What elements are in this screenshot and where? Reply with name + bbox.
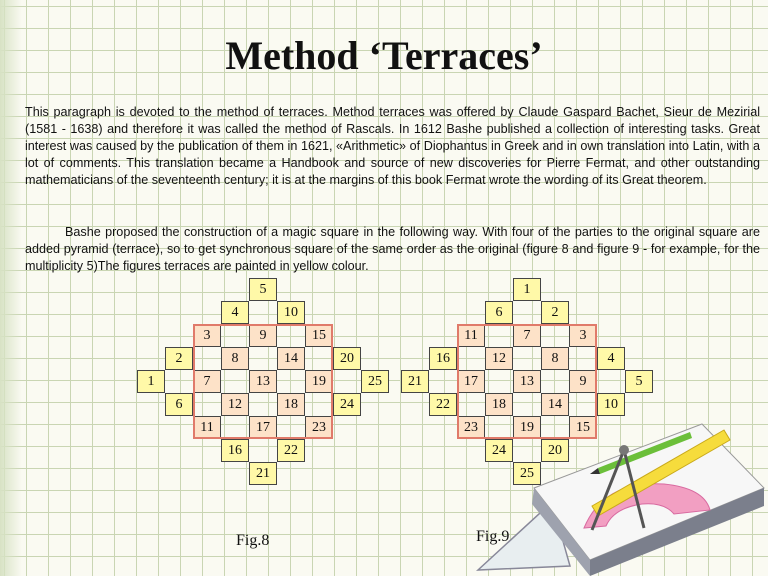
- terrace-cell: 16: [221, 439, 249, 462]
- core-cell: 14: [541, 393, 569, 416]
- terrace-cell: 22: [277, 439, 305, 462]
- terrace-cell: 1: [137, 370, 165, 393]
- core-cell: 9: [569, 370, 597, 393]
- terrace-cell: 21: [401, 370, 429, 393]
- terrace-cell: 5: [625, 370, 653, 393]
- core-cell: 18: [277, 393, 305, 416]
- core-cell: 11: [193, 416, 221, 439]
- core-cell: 15: [305, 324, 333, 347]
- core-cell: 23: [457, 416, 485, 439]
- terrace-cell: 4: [597, 347, 625, 370]
- terrace-cell: 5: [249, 278, 277, 301]
- terrace-cell: 21: [249, 462, 277, 485]
- terrace-cell: 25: [361, 370, 389, 393]
- core-cell: 11: [457, 324, 485, 347]
- core-cell: 13: [513, 370, 541, 393]
- core-cell: 19: [513, 416, 541, 439]
- core-cell: 15: [569, 416, 597, 439]
- terrace-cell: 24: [333, 393, 361, 416]
- slide-title: Method ‘Terraces’: [225, 33, 543, 78]
- terrace-cell: 4: [221, 301, 249, 324]
- core-cell: 12: [485, 347, 513, 370]
- method-paragraph: Bashe proposed the construction of a magic square in the following way. With four of the parties to the original square are added pyramid (terrace), so to get synchronous square of the same order as the original (figure 8 and figure 9 - for example, for the multiplicity 5)The figures terraces are painted in yellow colour.: [25, 225, 760, 274]
- core-cell: 8: [541, 347, 569, 370]
- core-cell: 7: [513, 324, 541, 347]
- terrace-cell: 6: [165, 393, 193, 416]
- terrace-cell: 16: [429, 347, 457, 370]
- core-cell: 13: [249, 370, 277, 393]
- intro-paragraph: This paragraph is devoted to the method of terraces. Method terraces was offered by Claude Gaspard Bachet, Sieur de Mezirial (1581 - 1638) and therefore it was called the method of Rascals. In 1612 Bashe published a collection of interesting tasks. Great interest was caused by the publication of them in 1621, «Arithmetic» of Diophantus in Greek and in own translation into Latin, with a lot of comments. This translation became a Handbook and source of new discoveries for Pierre Fermat, and other outstanding mathematicians of the seventeenth century; it is at the margins of this book Fermat wrote the wording of its Great theorem.: [25, 105, 760, 188]
- terrace-cell: 1: [513, 278, 541, 301]
- core-cell: 3: [193, 324, 221, 347]
- core-cell: 23: [305, 416, 333, 439]
- core-cell: 8: [221, 347, 249, 370]
- terrace-cell: 2: [541, 301, 569, 324]
- core-cell: 17: [249, 416, 277, 439]
- core-cell: 12: [221, 393, 249, 416]
- terrace-cell: 22: [429, 393, 457, 416]
- terrace-cell: 6: [485, 301, 513, 324]
- core-cell: 7: [193, 370, 221, 393]
- fig9-label: Fig.9: [476, 528, 510, 545]
- core-cell: 19: [305, 370, 333, 393]
- magic-square-fig8: [137, 278, 389, 485]
- terrace-cell: 10: [597, 393, 625, 416]
- terrace-cell: 2: [165, 347, 193, 370]
- core-cell: 9: [249, 324, 277, 347]
- terrace-cell: 10: [277, 301, 305, 324]
- core-cell: 18: [485, 393, 513, 416]
- terrace-cell: 20: [333, 347, 361, 370]
- terrace-cell: 24: [485, 439, 513, 462]
- fig8-label: Fig.8: [236, 532, 270, 549]
- left-edge-shading: [0, 0, 22, 576]
- core-cell: 3: [569, 324, 597, 347]
- terrace-cell: 20: [541, 439, 569, 462]
- terrace-cell: 25: [513, 462, 541, 485]
- book-with-ruler-and-protractor-icon: [474, 410, 768, 576]
- core-cell: 14: [277, 347, 305, 370]
- core-cell: 17: [457, 370, 485, 393]
